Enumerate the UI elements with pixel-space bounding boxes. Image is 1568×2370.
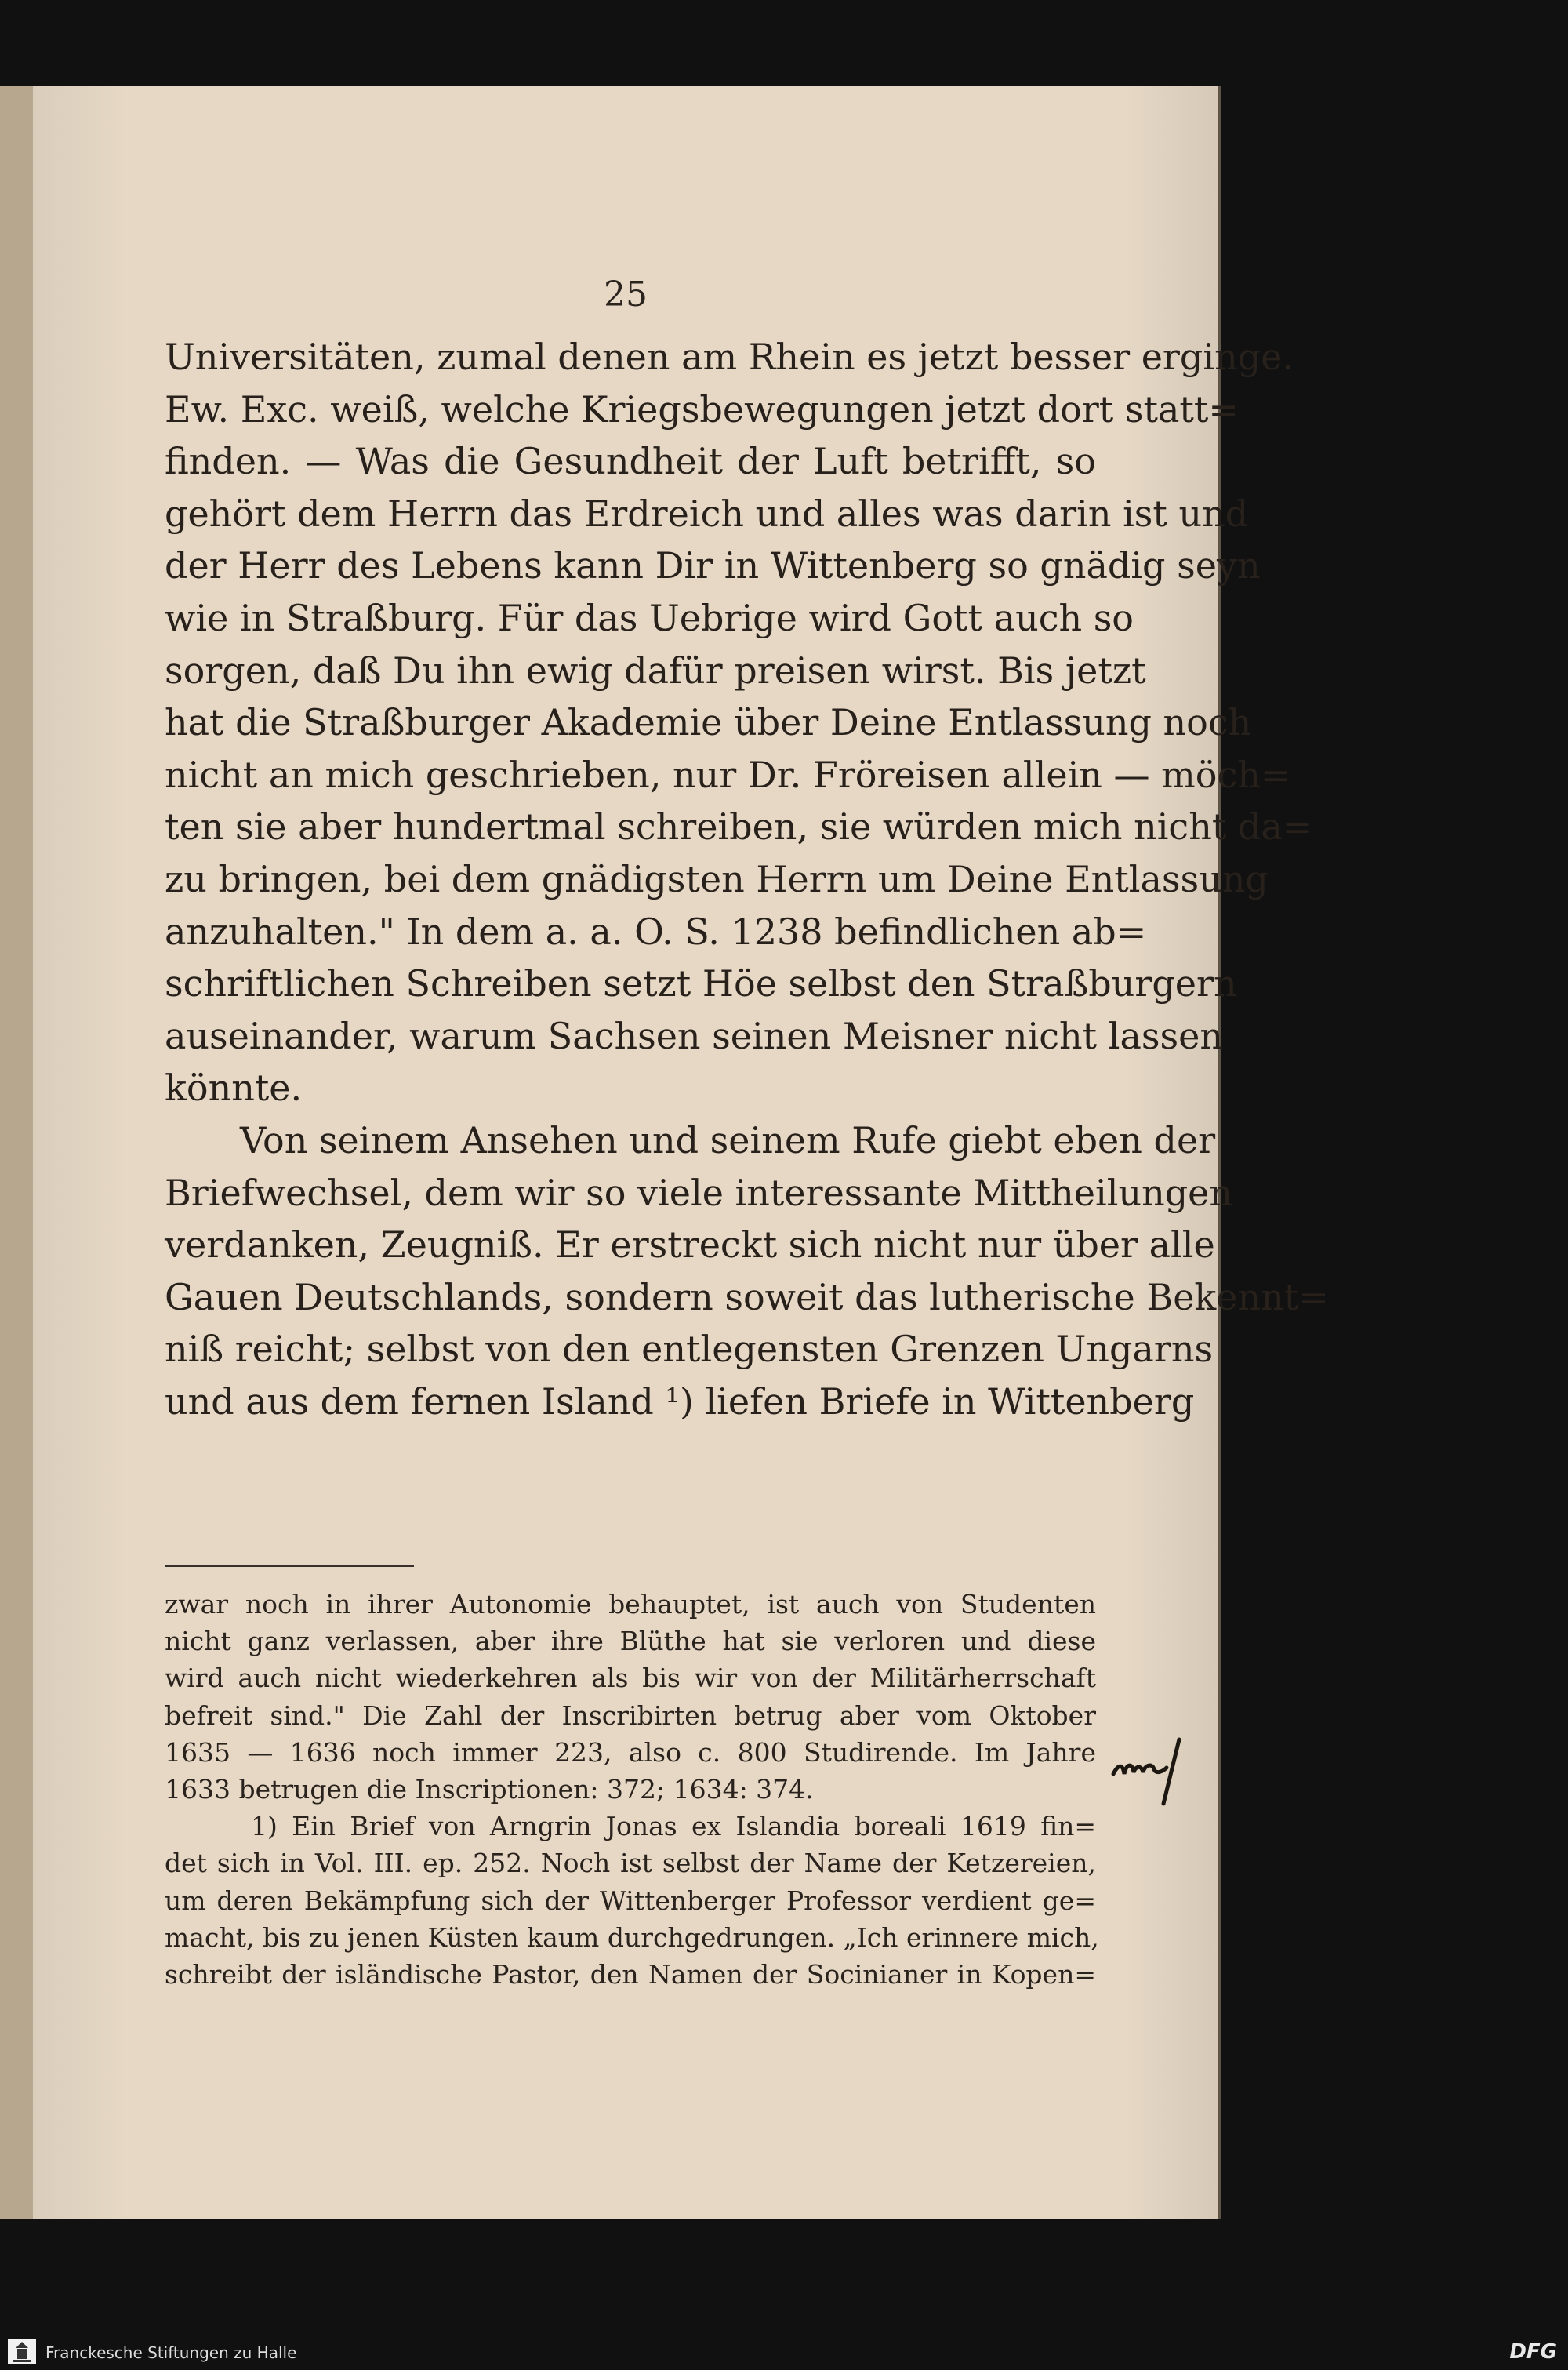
body-line: und aus dem fernen Island ¹) liefen Briefe in Wittenberg (165, 1379, 1195, 1423)
previous-page-edge (0, 86, 35, 2219)
body-line: ten sie aber hundertmal schreiben, sie würden mich nicht da= (165, 805, 1313, 849)
footnote-line: zwar noch in ihrer Autonomie behauptet, ist auch von Studenten (165, 1589, 1096, 1619)
footnote-line: macht, bis zu jenen Küsten kaum durchgedrungen. „Ich erinnere mich, (165, 1921, 1099, 1953)
footnote-line: schreibt der isländische Pastor, den Namen der Socinianer in Kopen= (165, 1958, 1096, 1990)
body-line: der Herr des Lebens kann Dir in Wittenberg so gnädig seyn (165, 544, 1261, 587)
footnote-line: um deren Bekämpfung sich der Wittenberger Professor verdient ge= (165, 1885, 1096, 1916)
body-line: Von seinem Ansehen und seinem Rufe giebt eben der (240, 1118, 1216, 1161)
body-line: niß reicht; selbst von den entlegensten Grenzen Ungarns (165, 1328, 1214, 1371)
footnote-line: befreit sind." Die Zahl der Inscribirten betrug aber vom Oktober (165, 1699, 1096, 1731)
book-page (33, 86, 1329, 2219)
footnote-line: det sich in Vol. III. ep. 252. Noch ist selbst der Name der Ketzereien, (165, 1848, 1096, 1879)
handwritten-margin-mark-icon (1107, 1725, 1248, 1812)
body-line: schriftlichen Schreiben setzt Höe selbst den Straßburgern (165, 962, 1237, 1005)
footnote-line: 1635 — 1636 noch immer 223, also c. 800 Studirende. Im Jahre (165, 1736, 1096, 1768)
body-line: zu bringen, bei dem gnädigsten Herrn um Deine Entlassung (165, 857, 1269, 900)
footnote-divider (165, 1565, 414, 1567)
body-line: Universitäten, zumal denen am Rhein es jetzt besser erginge. (165, 336, 1294, 378)
footnote-line: nicht ganz verlassen, aber ihre Blüthe hat sie verloren und diese (165, 1626, 1096, 1657)
footnotes (165, 1586, 1099, 1993)
footnote-line: 1) Ein Brief von Arngrin Jonas ex Islandia boreali 1619 fin= (251, 1811, 1096, 1842)
body-line: könnte. (165, 1067, 303, 1110)
body-line: verdanken, Zeugniß. Er erstreckt sich nicht nur über alle (165, 1223, 1215, 1267)
footer-brand-logo: DFG (1509, 2340, 1557, 2364)
body-line: gehört dem Herrn das Erdreich und alles was darin ist und (165, 492, 1249, 535)
page-number: 25 (604, 274, 648, 314)
body-line: wie in Straßburg. Für das Uebrige wird Gott auch so (165, 596, 1134, 639)
footer-institution: Franckesche Stiftungen zu Halle (45, 2343, 297, 2362)
viewer-footer (0, 2332, 1568, 2370)
footnote-line: wird auch nicht wiederkehren als bis wir von der Militärherrschaft (165, 1663, 1096, 1694)
body-line: anzuhalten." In dem a. a. O. S. 1238 befindlichen ab= (165, 910, 1147, 953)
body-line: hat die Straßburger Akademie über Deine Entlassung noch (165, 701, 1252, 744)
body-line: nicht an mich geschrieben, nur Dr. Fröreisen allein — möch= (165, 753, 1291, 796)
body-line: Briefwechsel, dem wir so viele interessante Mittheilungen (165, 1171, 1232, 1214)
body-line: auseinander, warum Sachsen seinen Meisner nicht lassen (165, 1014, 1223, 1057)
institution-logo-icon (6, 2337, 38, 2365)
body-line: Gauen Deutschlands, sondern soweit das lutherische Bekennt= (165, 1275, 1329, 1318)
body-line: sorgen, daß Du ihn ewig dafür preisen wirst. Bis jetzt (165, 649, 1146, 692)
body-line: finden. — Was die Gesundheit der Luft betrifft, so (165, 440, 1096, 483)
body-line: Ew. Exc. weiß, welche Kriegsbewegungen jetzt dort statt= (165, 387, 1239, 431)
footnote-line: 1633 betrugen die Inscriptionen: 372; 1634: 374. (165, 1773, 814, 1805)
body-text (165, 331, 1329, 1427)
